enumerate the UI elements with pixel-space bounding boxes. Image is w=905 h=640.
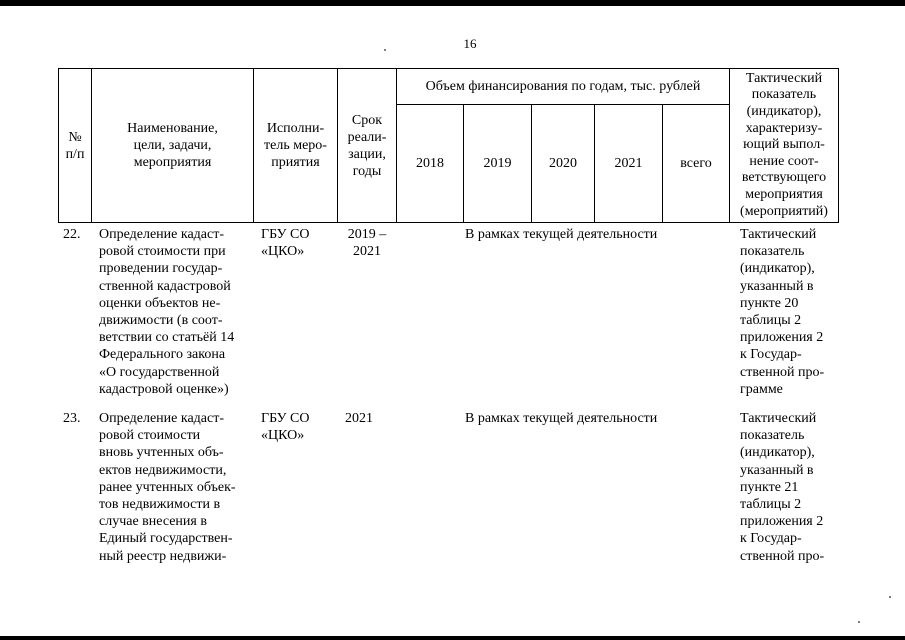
row-name: Определение кадаст- ровой стоимости вновь учтенных объ- ектов недвижимости, ранее учтенных объек- тов недвижимости в случае внесения в Единый государствен- ный реестр недвижи- [99, 411, 236, 564]
header-year-2019: 2019 [483, 156, 512, 171]
scan-speck [858, 621, 860, 623]
row-name: Определение кадаст- ровой стоимости при проведении государ- ственной кадастровой оценки объектов не- движимости (в соот- ветствии со статьёй 14 Федерального закона «О государственной кадастровой оценке») [99, 227, 235, 397]
header-term: Срок реали- зации, годы [347, 112, 387, 179]
row-number: 22. [63, 227, 81, 242]
row-term: 2021 [345, 411, 373, 426]
row-executor: ГБУ СО «ЦКО» [261, 411, 310, 444]
header-name: Наименование, цели, задачи, мероприятия [127, 121, 218, 170]
header-funding: Объем финансирования по годам, тыс. рублей [425, 79, 701, 94]
row-funding: В рамках текущей деятельности [465, 411, 658, 426]
header-year-2021: 2021 [614, 156, 643, 171]
row-funding: В рамках текущей деятельности [465, 227, 658, 242]
header-number: № п/п [65, 129, 85, 162]
page-number: 16 [463, 36, 477, 51]
scan-speck [384, 49, 386, 51]
row-term: 2019 – 2021 [347, 227, 387, 260]
row-indicator: Тактический показатель (индикатор), указанный в пункте 20 таблицы 2 приложения 2 к Государ- ственной про- грамме [740, 227, 825, 397]
header-year-2020: 2020 [549, 156, 577, 171]
bottom-scan-border [0, 636, 905, 640]
row-indicator: Тактический показатель (индикатор), указанный в пункте 21 таблицы 2 приложения 2 к Государ- ственной про- [740, 411, 825, 564]
row-executor: ГБУ СО «ЦКО» [261, 227, 310, 260]
header-indicator: Тактический показатель (индикатор), характеризу- ющий выпол- нение соот- ветствующего мероприятия (мероприятий) [740, 70, 828, 219]
top-scan-border [0, 0, 905, 6]
scan-speck [889, 596, 891, 598]
header-total: всего [680, 156, 712, 171]
header-year-2018: 2018 [416, 156, 444, 171]
row-number: 23. [63, 411, 81, 426]
header-executor: Исполни- тель меро- приятия [264, 121, 327, 170]
